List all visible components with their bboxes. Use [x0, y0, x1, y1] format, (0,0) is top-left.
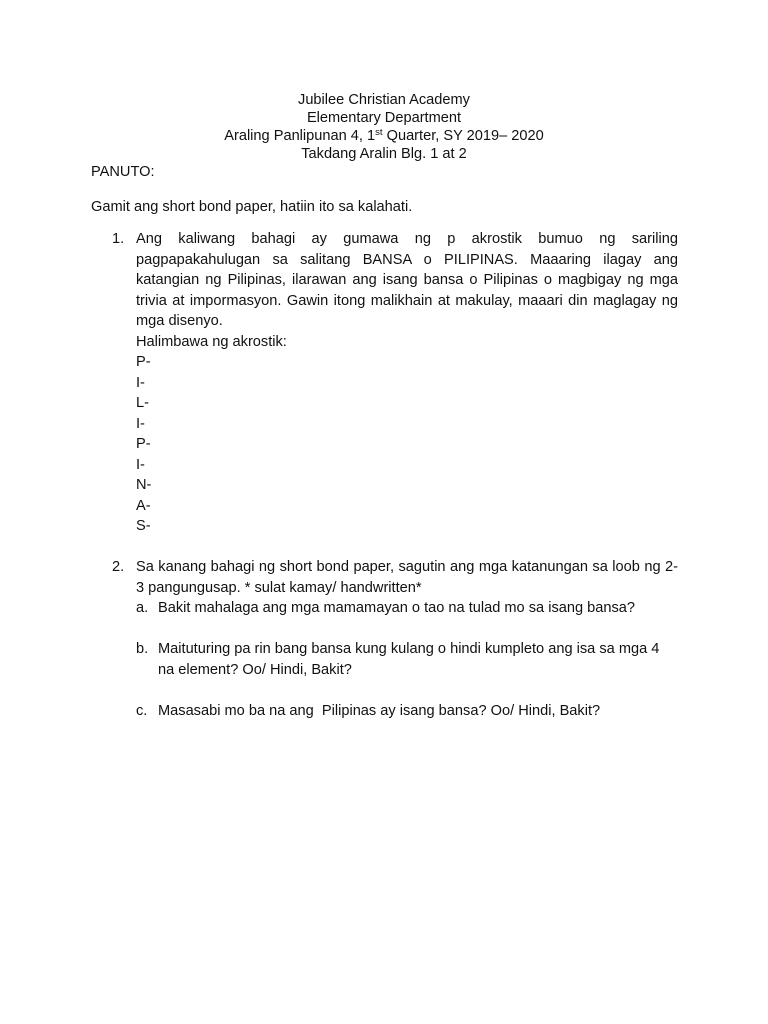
- acrostic-line: P-: [136, 436, 151, 452]
- panuto-heading: PANUTO:: [91, 164, 155, 180]
- acrostic-line: I-: [136, 415, 145, 432]
- school-name: Jubilee Christian Academy: [298, 92, 470, 108]
- acrostic-line: P-: [136, 354, 151, 370]
- intro-instruction: Gamit ang short bond paper, hatiin ito sa kalahati.: [91, 199, 413, 215]
- acrostic-line: S-: [136, 518, 151, 534]
- question-letter: c.: [136, 703, 148, 719]
- acrostic-line: I-: [136, 456, 145, 473]
- assignment-title: Takdang Aralin Blg. 1 at 2: [301, 146, 467, 162]
- item-number: 2.: [112, 559, 125, 575]
- subject-prefix: Araling Panlipunan 4, 1: [224, 128, 376, 144]
- acrostic-line: N-: [136, 477, 152, 493]
- question-text: Maituturing pa rin bang bansa kung kulang o hindi kumpleto ang isa sa mga 4 na element? Oo/ Hindi, Bakit?: [158, 641, 660, 678]
- department-name: Elementary Department: [306, 110, 462, 126]
- subject-suffix: Quarter, SY 2019– 2020: [382, 128, 544, 144]
- item-text: Ang kaliwang bahagi ay gumawa ng p akrostik bumuo ng sariling pagpapakahulugan sa salitang BANSA o PILIPINAS. Maaaring ilagay ang katangian ng Pilipinas, ilarawan ang isang bansa o Pilipinas o magbigay ng mga trivia at impormasyon. Gawin itong malikhain at makulay, maaari din maglagay ng mga disenyo.: [136, 231, 678, 329]
- example-label: Halimbawa ng akrostik:: [136, 333, 287, 350]
- question-text: Masasabi mo ba na ang Pilipinas ay isang bansa? Oo/ Hindi, Bakit?: [158, 703, 601, 719]
- subject-line: [0, 127, 768, 145]
- acrostic-line: A-: [136, 497, 151, 514]
- item-number: 1.: [112, 231, 125, 247]
- subject-superscript: st: [375, 127, 383, 138]
- item-text: Sa kanang bahagi ng short bond paper, sagutin ang mga katanungan sa loob ng 2-3 pangungusap. * sulat kamay/ handwritten*: [136, 559, 678, 596]
- question-text: Bakit mahalaga ang mga mamamayan o tao na tulad mo sa isang bansa?: [158, 600, 636, 616]
- question-letter: a.: [136, 600, 149, 616]
- item-body: [136, 229, 678, 537]
- document-header: [0, 91, 768, 163]
- acrostic-line: I-: [136, 374, 145, 391]
- acrostic-line: L-: [136, 395, 149, 411]
- acrostic-list: [136, 352, 678, 537]
- question-letter: b.: [136, 641, 149, 657]
